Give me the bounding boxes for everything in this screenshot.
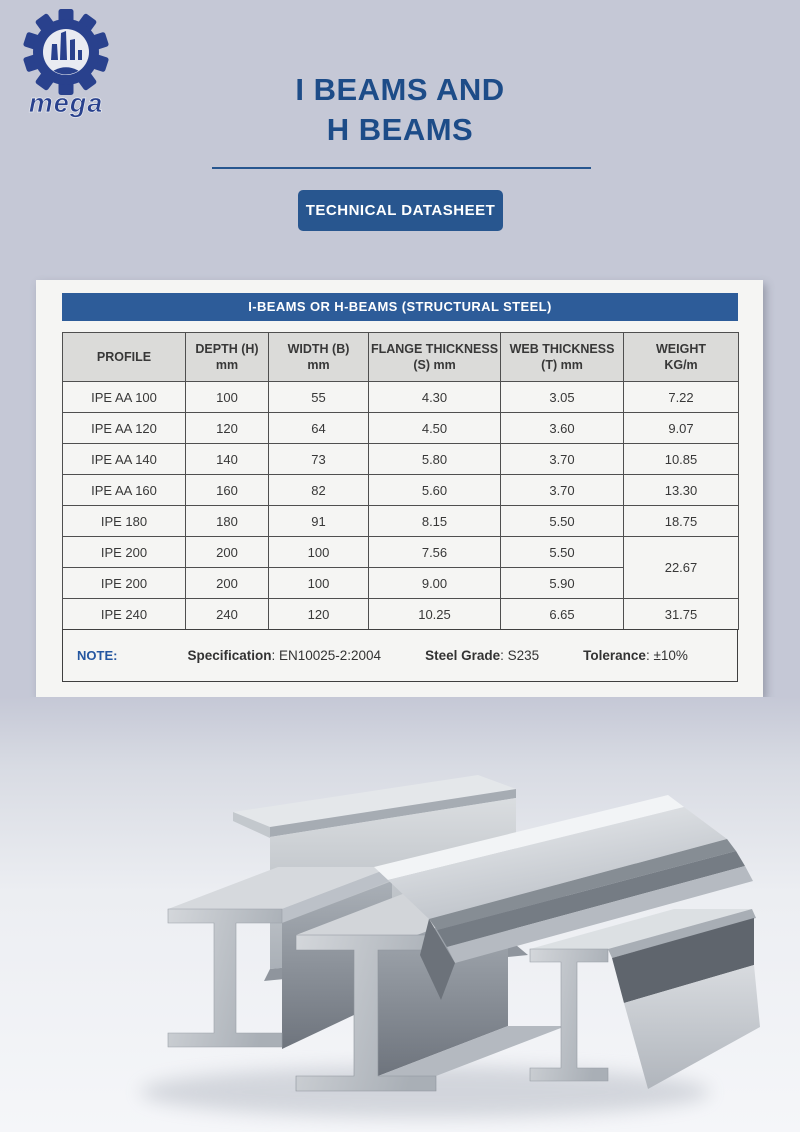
table-row [63, 444, 739, 475]
table-cell: 55 [269, 382, 369, 413]
column-header: PROFILE [63, 333, 186, 382]
column-header: WIDTH (B) mm [269, 333, 369, 382]
table-cell: 140 [186, 444, 269, 475]
spec-table [62, 332, 739, 630]
table-cell: 100 [269, 568, 369, 599]
table-cell: 200 [186, 537, 269, 568]
table-cell: 3.70 [501, 475, 624, 506]
note-label: NOTE: [77, 648, 118, 663]
table-cell: 240 [186, 599, 269, 630]
table-cell: 4.50 [369, 413, 501, 444]
table-cell: 100 [269, 537, 369, 568]
table-cell: 5.50 [501, 506, 624, 537]
table-cell: 120 [269, 599, 369, 630]
table-row [63, 506, 739, 537]
table-cell: 5.50 [501, 537, 624, 568]
table-cell: 180 [186, 506, 269, 537]
table-cell: 9.00 [369, 568, 501, 599]
page-title-line2: H BEAMS [326, 112, 474, 147]
table-cell: 3.05 [501, 382, 624, 413]
table-row [63, 413, 739, 444]
table-cell: 120 [186, 413, 269, 444]
table-cell: 10.25 [369, 599, 501, 630]
table-cell: 82 [269, 475, 369, 506]
table-cell: 64 [269, 413, 369, 444]
column-header: WEIGHT KG/m [624, 333, 739, 382]
table-cell: 200 [186, 568, 269, 599]
table-cell: IPE 200 [63, 568, 186, 599]
table-cell: 10.85 [624, 444, 739, 475]
table-cell: 100 [186, 382, 269, 413]
table-cell: 73 [269, 444, 369, 475]
column-header: WEB THICKNESS (T) mm [501, 333, 624, 382]
table-cell: 6.65 [501, 599, 624, 630]
header-row [63, 333, 739, 382]
table-cell: 160 [186, 475, 269, 506]
table-cell: IPE 200 [63, 537, 186, 568]
table-row [63, 537, 739, 568]
table-cell: 4.30 [369, 382, 501, 413]
note-item: Specification: EN10025-2:2004 [187, 648, 382, 663]
table-cell: 7.22 [624, 382, 739, 413]
page-title-line1: I BEAMS AND [295, 72, 505, 107]
logo-wordmark: mega [28, 88, 104, 118]
note-item: Steel Grade: S235 [425, 648, 540, 663]
table-row [63, 382, 739, 413]
technical-datasheet-badge: TECHNICAL DATASHEET [298, 190, 503, 231]
table-cell: IPE AA 160 [63, 475, 186, 506]
table-cell: IPE 180 [63, 506, 186, 537]
table-row [63, 475, 739, 506]
table-cell: 5.80 [369, 444, 501, 475]
page-title [0, 70, 800, 150]
table-cell: 13.30 [624, 475, 739, 506]
steel-beams-illustration [0, 697, 800, 1132]
title-divider [212, 167, 591, 169]
table-cell: 8.15 [369, 506, 501, 537]
table-row [63, 599, 739, 630]
table-cell: 31.75 [624, 599, 739, 630]
beams-photo [0, 697, 800, 1132]
note-item: Tolerance: ±10% [583, 648, 688, 663]
table-cell: 5.90 [501, 568, 624, 599]
datasheet-card [36, 280, 763, 697]
column-header: FLANGE THICKNESS (S) mm [369, 333, 501, 382]
note-box [62, 629, 738, 682]
table-cell: 18.75 [624, 506, 739, 537]
table-cell: 91 [269, 506, 369, 537]
table-cell: 5.60 [369, 475, 501, 506]
table-cell: IPE 240 [63, 599, 186, 630]
table-cell: IPE AA 120 [63, 413, 186, 444]
column-header: DEPTH (H) mm [186, 333, 269, 382]
table-cell: 9.07 [624, 413, 739, 444]
table-cell: 3.60 [501, 413, 624, 444]
table-cell: 3.70 [501, 444, 624, 475]
table-title-bar: I-BEAMS OR H-BEAMS (STRUCTURAL STEEL) [62, 293, 738, 321]
lying-i-beam [530, 909, 760, 1089]
table-cell: 22.67 [624, 537, 739, 599]
table-cell: IPE AA 100 [63, 382, 186, 413]
table-cell: IPE AA 140 [63, 444, 186, 475]
table-cell: 7.56 [369, 537, 501, 568]
